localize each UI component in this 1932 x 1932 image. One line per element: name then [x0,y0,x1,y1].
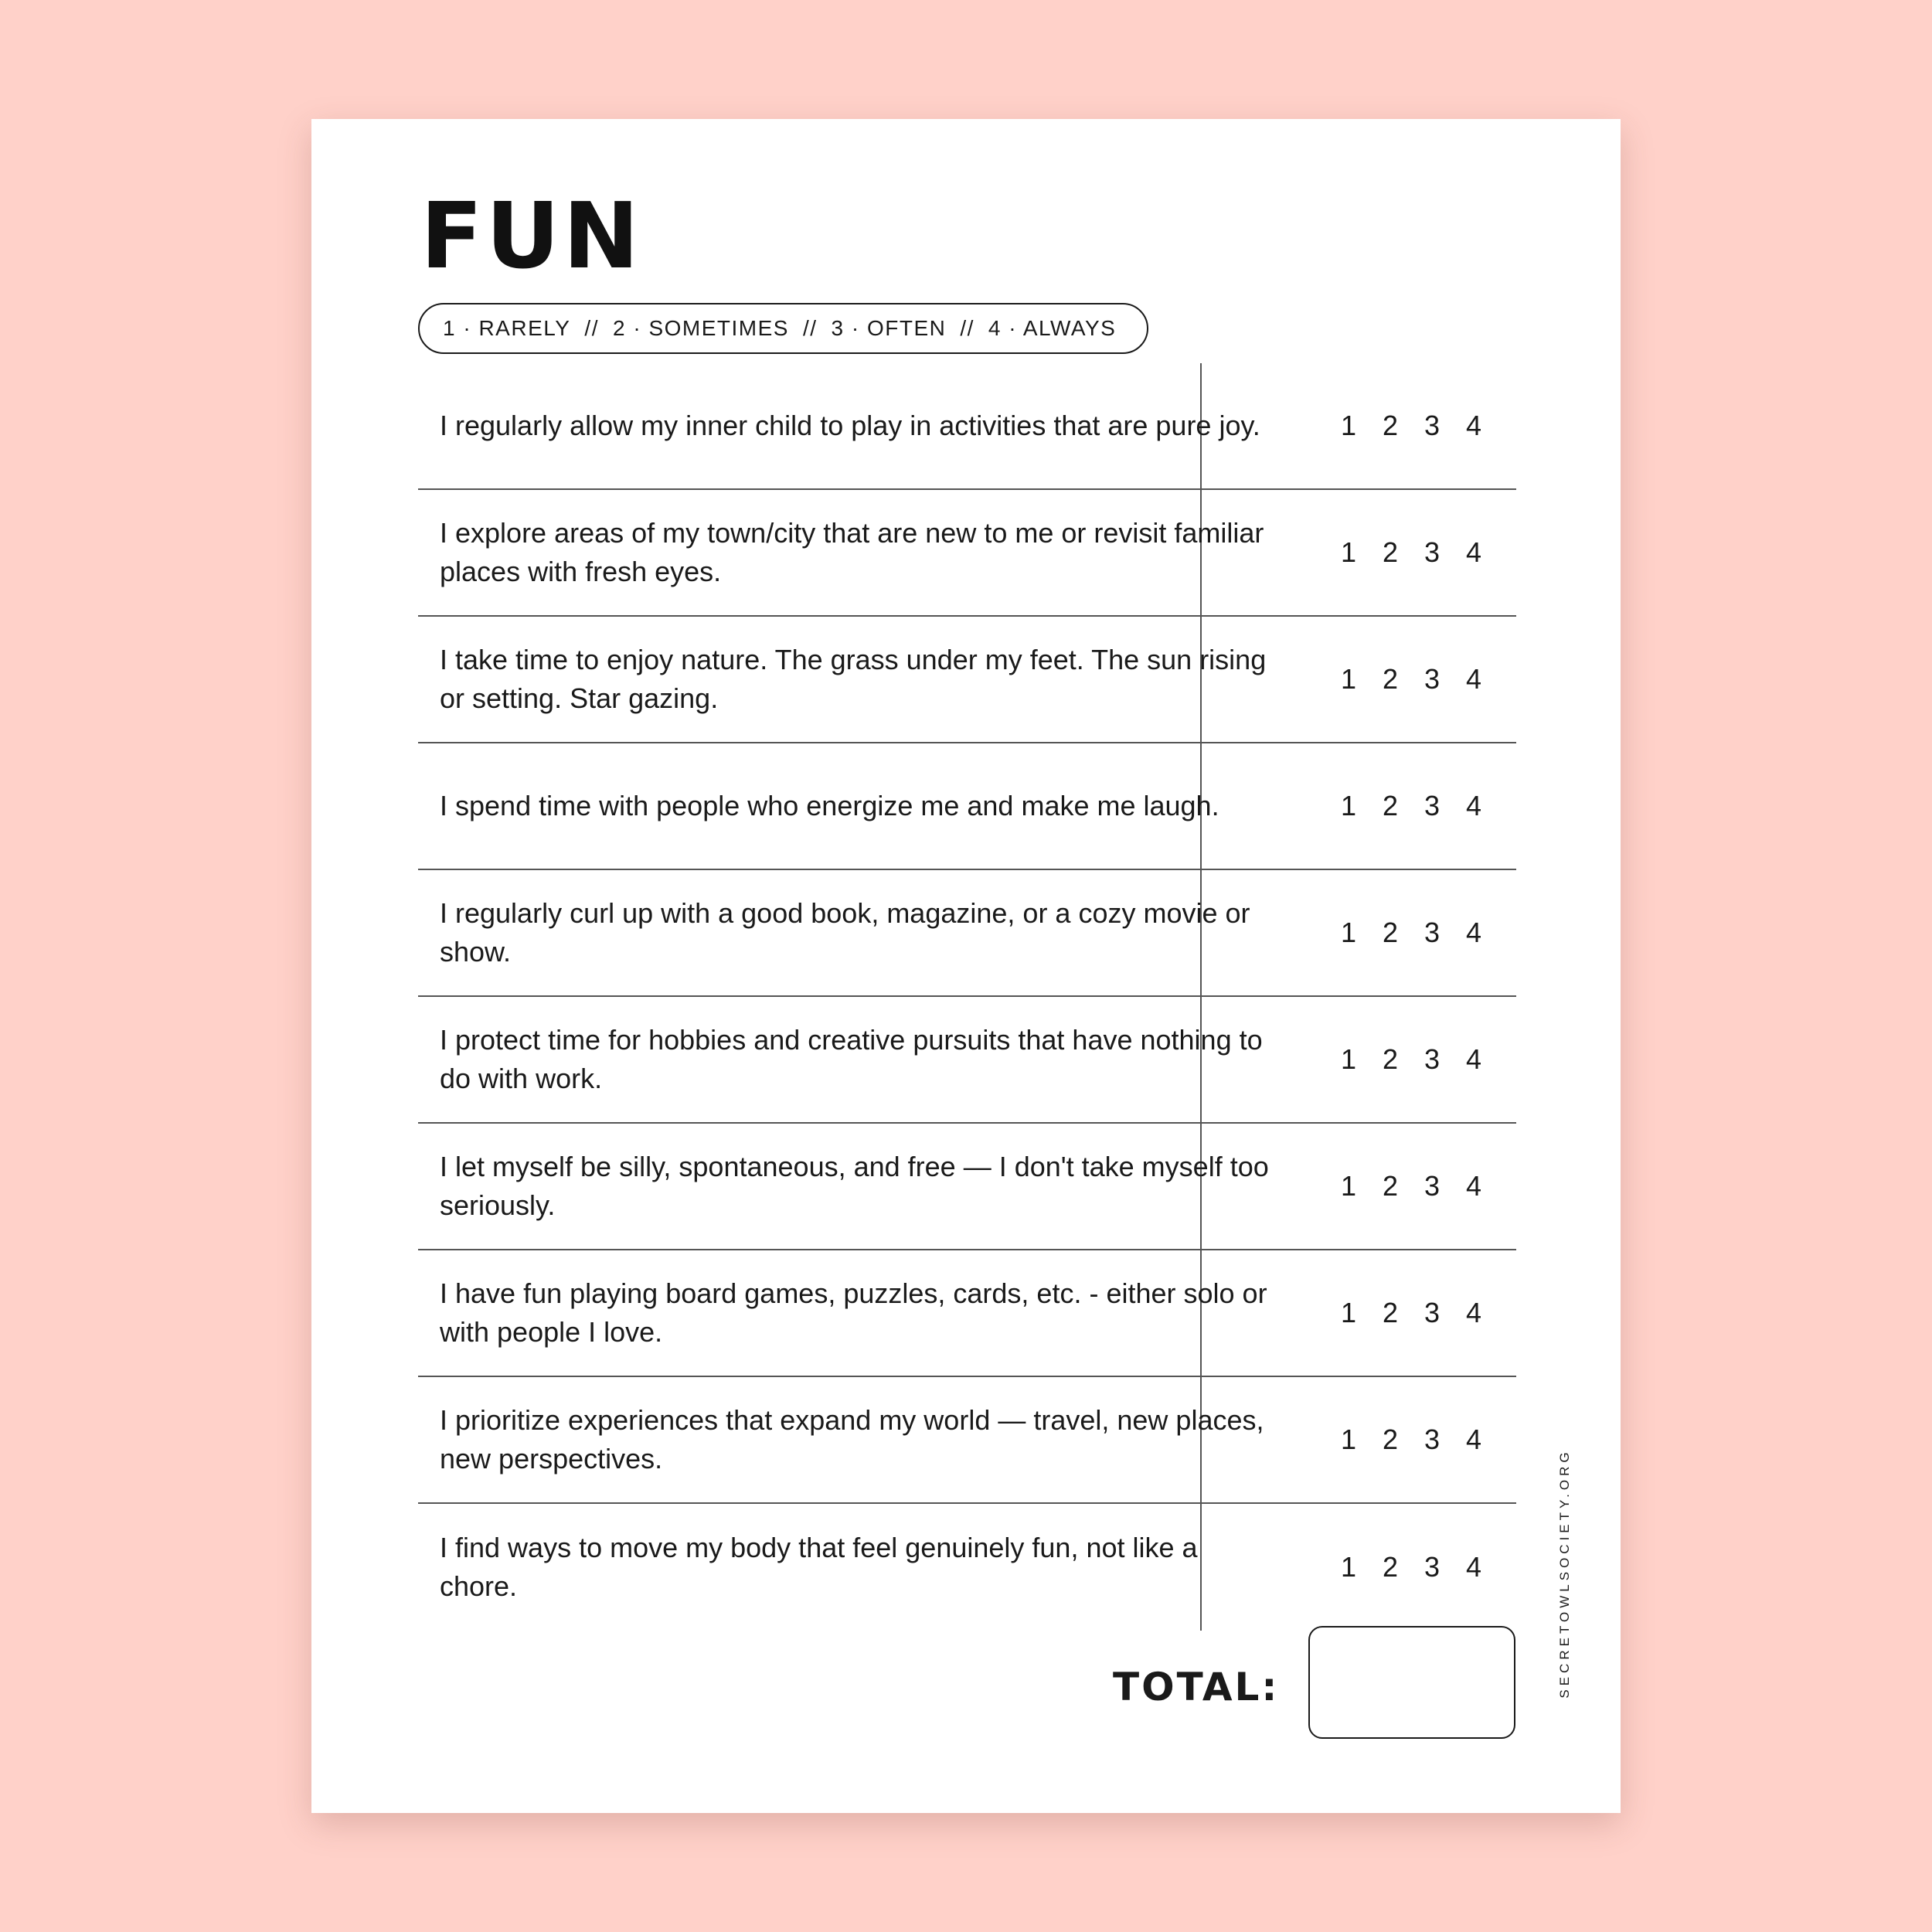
rating-options [1307,1170,1516,1202]
statement-text: I find ways to move my body that feel genuinely fun, not like a chore. [440,1532,1198,1602]
rating-options [1307,1423,1516,1456]
statement-text: I explore areas of my town/city that are new to me or revisit familiar places with fresh eyes. [440,517,1264,587]
statement-table [418,363,1516,1631]
statement-text: I regularly allow my inner child to play in activities that are pure joy. [440,410,1260,441]
rating-option-1[interactable]: 1 [1341,1423,1357,1455]
rating-options [1307,663,1516,696]
rating-options [1307,790,1516,822]
total-label: TOTAL: [1113,1665,1280,1709]
scale-separator: // [960,316,975,340]
scale-sometimes: 2 · SOMETIMES [612,316,789,340]
rating-options [1307,1297,1516,1329]
rating-option-2[interactable]: 2 [1383,1170,1399,1202]
rating-option-4[interactable]: 4 [1466,1423,1482,1455]
statement-row [418,870,1516,997]
rating-option-2[interactable]: 2 [1383,1297,1399,1328]
statement-text: I prioritize experiences that expand my world — travel, new places, new perspectives. [440,1404,1264,1475]
statement-row [418,743,1516,870]
page-title: FUN [420,182,643,289]
rating-option-2[interactable]: 2 [1383,1423,1399,1455]
rating-options [1307,917,1516,949]
rating-options [1307,536,1516,569]
statement-text: I take time to enjoy nature. The grass under my feet. The sun rising or setting. Star gazing. [440,644,1267,714]
rating-option-1[interactable]: 1 [1341,1170,1357,1202]
statement-text: I spend time with people who energize me and make me laugh. [440,790,1219,821]
rating-option-1[interactable]: 1 [1341,917,1357,948]
rating-option-2[interactable]: 2 [1383,1551,1399,1583]
rating-options [1307,1551,1516,1583]
rating-option-1[interactable]: 1 [1341,1043,1357,1075]
rating-option-4[interactable]: 4 [1466,917,1482,948]
rating-option-2[interactable]: 2 [1383,536,1399,568]
statement-row [418,617,1516,743]
rating-option-3[interactable]: 3 [1424,410,1440,441]
rating-option-4[interactable]: 4 [1466,790,1482,821]
rating-option-4[interactable]: 4 [1466,1297,1482,1328]
statement-row [418,363,1516,490]
statement-row [418,997,1516,1124]
rating-option-1[interactable]: 1 [1341,1297,1357,1328]
rating-option-1[interactable]: 1 [1341,1551,1357,1583]
rating-option-2[interactable]: 2 [1383,917,1399,948]
rating-option-4[interactable]: 4 [1466,536,1482,568]
rating-option-3[interactable]: 3 [1424,536,1440,568]
rating-option-4[interactable]: 4 [1466,1551,1482,1583]
worksheet-page [311,119,1621,1813]
statement-text: I regularly curl up with a good book, magazine, or a cozy movie or show. [440,897,1250,968]
rating-option-4[interactable]: 4 [1466,410,1482,441]
statement-row [418,1250,1516,1377]
rating-scale-legend [418,303,1148,354]
scale-separator: // [802,316,818,340]
statement-row [418,490,1516,617]
scale-often: 3 · OFTEN [831,316,947,340]
statement-text: I have fun playing board games, puzzles, cards, etc. - either solo or with people I love. [440,1277,1267,1348]
rating-option-2[interactable]: 2 [1383,663,1399,695]
scale-separator: // [584,316,599,340]
rating-option-2[interactable]: 2 [1383,410,1399,441]
rating-option-3[interactable]: 3 [1424,917,1440,948]
statement-row [418,1124,1516,1250]
rating-option-3[interactable]: 3 [1424,663,1440,695]
rating-option-3[interactable]: 3 [1424,790,1440,821]
statement-row [418,1504,1516,1631]
total-input-box[interactable] [1308,1626,1515,1739]
website-credit: SECRETOWLSOCIETY.ORG [1557,1448,1572,1699]
scale-always: 4 · ALWAYS [988,316,1117,340]
rating-option-3[interactable]: 3 [1424,1043,1440,1075]
rating-option-3[interactable]: 3 [1424,1423,1440,1455]
statement-row [418,1377,1516,1504]
rating-option-4[interactable]: 4 [1466,1043,1482,1075]
rating-options [1307,1043,1516,1076]
rating-option-1[interactable]: 1 [1341,790,1357,821]
rating-option-4[interactable]: 4 [1466,663,1482,695]
rating-option-2[interactable]: 2 [1383,790,1399,821]
rating-option-3[interactable]: 3 [1424,1297,1440,1328]
scale-rarely: 1 · RARELY [443,316,571,340]
rating-option-1[interactable]: 1 [1341,536,1357,568]
rating-option-1[interactable]: 1 [1341,663,1357,695]
statement-text: I protect time for hobbies and creative pursuits that have nothing to do with work. [440,1024,1263,1094]
statement-text: I let myself be silly, spontaneous, and free — I don't take myself too seriously. [440,1151,1269,1221]
rating-options [1307,410,1516,442]
rating-option-3[interactable]: 3 [1424,1551,1440,1583]
rating-option-2[interactable]: 2 [1383,1043,1399,1075]
rating-option-1[interactable]: 1 [1341,410,1357,441]
rating-option-3[interactable]: 3 [1424,1170,1440,1202]
rating-option-4[interactable]: 4 [1466,1170,1482,1202]
